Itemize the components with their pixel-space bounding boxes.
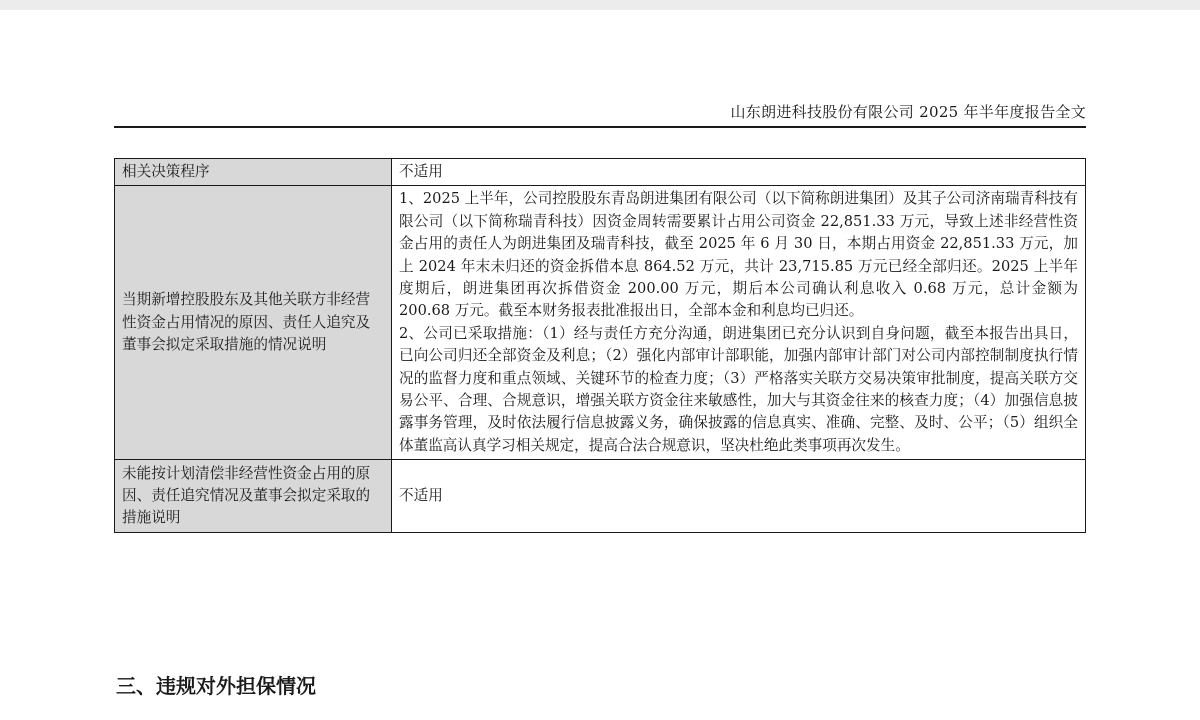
page-header: [114, 96, 1086, 128]
value-paragraph: 不适用: [399, 487, 443, 505]
section-heading: 三、违规对外担保情况: [116, 674, 316, 698]
row-label-decision-procedure: 相关决策程序: [115, 159, 392, 186]
value-paragraph: 1、2025 上半年，公司控股股东青岛朗进集团有限公司（以下简称朗进集团）及其子公司济南瑞青科技有限公司（以下简称瑞青科技）因资金周转需要累计占用公司资金 22,851.33 万元，导致上述非经营性资金占用的责任人为朗进集团及瑞青科技，截至 2025 年 6 月 30 日，本期占用资金 22,851.33 万元，加上 2024 年末未归还的资金拆借本息 864.52 万元，共计 23,715.85 万元已经全部归还。2025 上半年度期后，朗进集团再次拆借资金 200.00 万元，期后本公司确认利息收入 0.68 万元，总计金额为 200.68 万元。截至本财务报表批准报出日，全部本金和利息均已归还。: [399, 190, 1078, 320]
table-row: [115, 186, 1086, 460]
row-label-unpaid-occupancy: 未能按计划清偿非经营性资金占用的原因、责任追究情况及董事会拟定采取的措施说明: [115, 460, 392, 533]
table-row: [115, 159, 1086, 186]
row-value-decision-procedure: [392, 159, 1086, 186]
row-value-unpaid-occupancy: [392, 460, 1086, 533]
report-title: 山东朗进科技股份有限公司 2025 年半年度报告全文: [730, 103, 1086, 121]
occupancy-info-table: [114, 158, 1086, 533]
page-top-strip: [0, 0, 1200, 10]
table-row: [115, 460, 1086, 533]
value-paragraph: 2、公司已采取措施：（1）经与责任方充分沟通，朗进集团已充分认识到自身问题，截至本报告出具日，已向公司归还全部资金及利息；（2）强化内部审计部职能，加强内部审计部门对公司内部控制制度执行情况的监督力度和重点领域、关键环节的检查力度；（3）严格落实关联方交易决策审批制度，提高关联方交易公平、合理、合规意识，增强关联方资金往来敏感性，加大与其资金往来的核查力度；（4）加强信息披露事务管理，及时依法履行信息披露义务，确保披露的信息真实、准确、完整、及时、公平；（5）组织全体董监高认真学习相关规定，提高合法合规意识，坚决杜绝此类事项再次发生。: [399, 324, 1078, 454]
row-value-new-occupancy: [392, 186, 1086, 460]
row-label-new-occupancy: 当期新增控股股东及其他关联方非经营性资金占用情况的原因、责任人追究及董事会拟定采取措施的情况说明: [115, 186, 392, 460]
value-paragraph: 不适用: [399, 163, 443, 180]
